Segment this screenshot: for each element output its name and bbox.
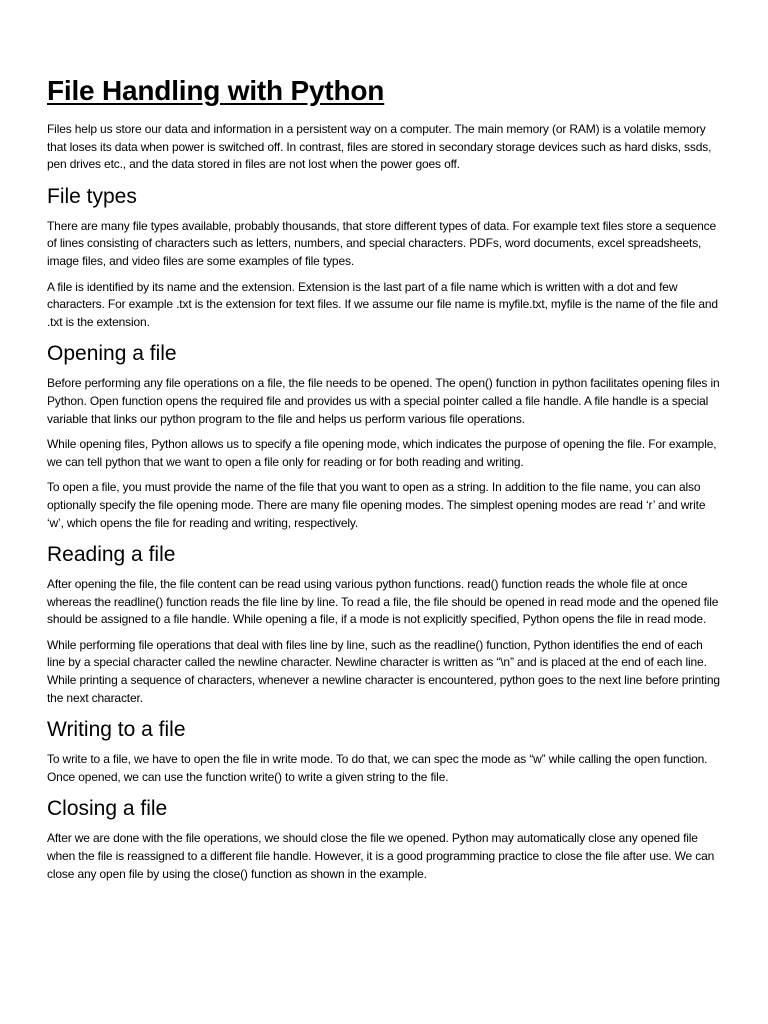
paragraph: After opening the file, the file content can be read using various python functions. read() function reads the whole file at once whereas the readline() function reads the file line by line. To read a file, the file should be opened in read mode and the opened file should be assigned to a file handle. While opening a file, if a mode is not explicitly specified, Python opens the file in read mode.: [47, 577, 719, 627]
section-file-types: [47, 184, 722, 332]
paragraph: To write to a file, we have to open the file in write mode. To do that, we can spec the mode as “w” while calling the open function. Once opened, we can use the function write() to write a given string to the file.: [47, 752, 708, 784]
section-heading: Reading a file: [47, 543, 176, 567]
intro-paragraph: Files help us store our data and information in a persistent way on a computer. The main memory (or RAM) is a volatile memory that loses its data when power is switched off. In contrast, files are stored in secondary storage devices such as hard disks, ssds, pen drives etc., and the data stored in files are not lost when the power goes off.: [47, 122, 712, 172]
section-heading: Opening a file: [47, 342, 177, 366]
section-writing-to-a-file: [47, 717, 722, 786]
section-heading: Closing a file: [47, 797, 168, 821]
paragraph: After we are done with the file operations, we should close the file we opened. Python may automatically close any opened file when the file is reassigned to a different file handle. However, it is a good programming practice to close the file after use. We can close any open file by using the close() function as shown in the example.: [47, 831, 715, 881]
paragraph: While performing file operations that deal with files line by line, such as the readline() function, Python identifies the end of each line by a special character called the newline character. Newline character is written as “\n” and is placed at the end of each line. While printing a sequence of characters, whenever a newline character is encountered, python goes to the next line before printing the next character.: [47, 637, 720, 705]
section-closing-a-file: [47, 796, 722, 883]
paragraph: Before performing any file operations on a file, the file needs to be opened. The open() function in python facilitates opening files in Python. Open function opens the required file and provides us with a special pointer called a file handle. A file handle is a special variable that links our python program to the file and helps us perform various file operations.: [47, 376, 720, 426]
paragraph: While opening files, Python allows us to specify a file opening mode, which indicates the purpose of opening the file. For example, we can tell python that we want to open a file only for reading or for both reading and writing.: [47, 437, 717, 469]
paragraph: To open a file, you must provide the name of the file that you want to open as a string. In addition to the file name, you can also optionally specify the file opening mode. There are many file opening modes. The simplest opening modes are read ‘r’ and write ‘w’, which opens the file for reading and writing, respectively.: [47, 480, 706, 530]
section-heading: Writing to a file: [47, 718, 186, 742]
section-heading: File types: [47, 184, 137, 208]
section-reading-a-file: [47, 542, 722, 707]
paragraph: A file is identified by its name and the extension. Extension is the last part of a file name which is written with a dot and few characters. For example .txt is the extension for text files. If we assume our file name is myfile.txt, myfile is the name of the file and .txt is the extension.: [47, 279, 718, 329]
document-title: File Handling with Python: [47, 75, 385, 106]
document-page: [47, 74, 722, 891]
section-opening-a-file: [47, 341, 722, 532]
paragraph: There are many file types available, probably thousands, that store different types of data. For example text files store a sequence of lines consisting of characters such as letters, numbers, and special characters. PDFs, word documents, excel spreadsheets, image files, and video files are some examples of file types.: [47, 218, 717, 268]
